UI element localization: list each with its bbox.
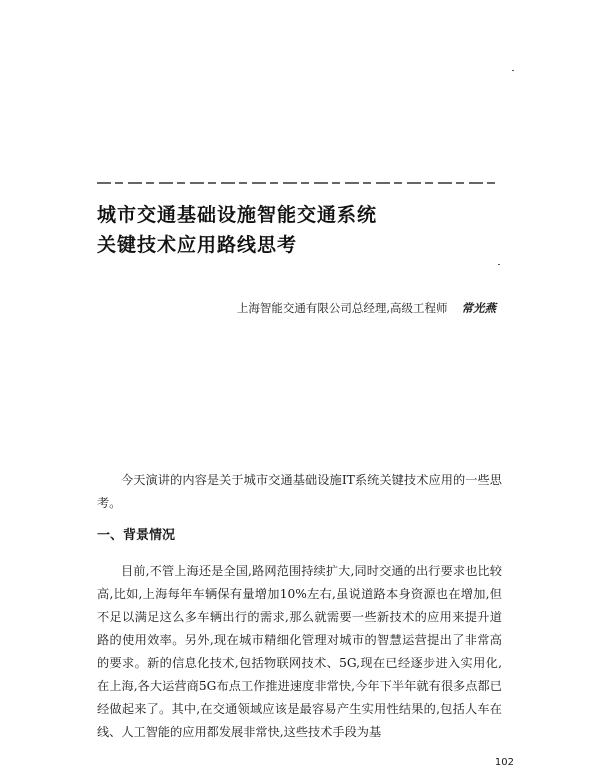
- author-line: [237, 300, 496, 316]
- header-rule: [97, 182, 499, 184]
- scan-speck: [498, 264, 500, 265]
- scan-speck: [512, 70, 514, 71]
- title-line-2: 关键技术应用路线思考: [97, 234, 298, 256]
- author-name: 常光燕: [461, 301, 496, 315]
- page-number: 102: [494, 757, 514, 768]
- title-line-1: 城市交通基础设施智能交通系统: [97, 204, 378, 226]
- section-heading: 一、背景情况: [97, 528, 176, 543]
- section-paragraph: 目前,不管上海还是全国,路网范围持续扩大,同时交通的出行要求也比较高,比如,上海每年车辆保有量增加10%左右,虽说道路本身资源也在增加,但不足以满足这么多车辆出行的需求,那么就需要一些新技术的应用来提升道路的使用效率。另外,现在城市精细化管理对城市的智慧运营提出了非常高的要求。新的信息化技术,包括物联网技术、5G,现在已经逐步进入实用化,在上海,各大运营商5G布点工作推进速度非常快,今年下半年就有很多点都已经做起来了。其中,在交通领域应该是最容易产生实用性结果的,包括人车在线、人工智能的应用都发展非常快,这些技术手段为基: [97, 564, 502, 739]
- author-affiliation: 上海智能交通有限公司总经理,高级工程师: [236, 301, 448, 315]
- intro-paragraph: 今天演讲的内容是关于城市交通基础设施IT系统关键技术应用的一些思考。: [97, 473, 502, 510]
